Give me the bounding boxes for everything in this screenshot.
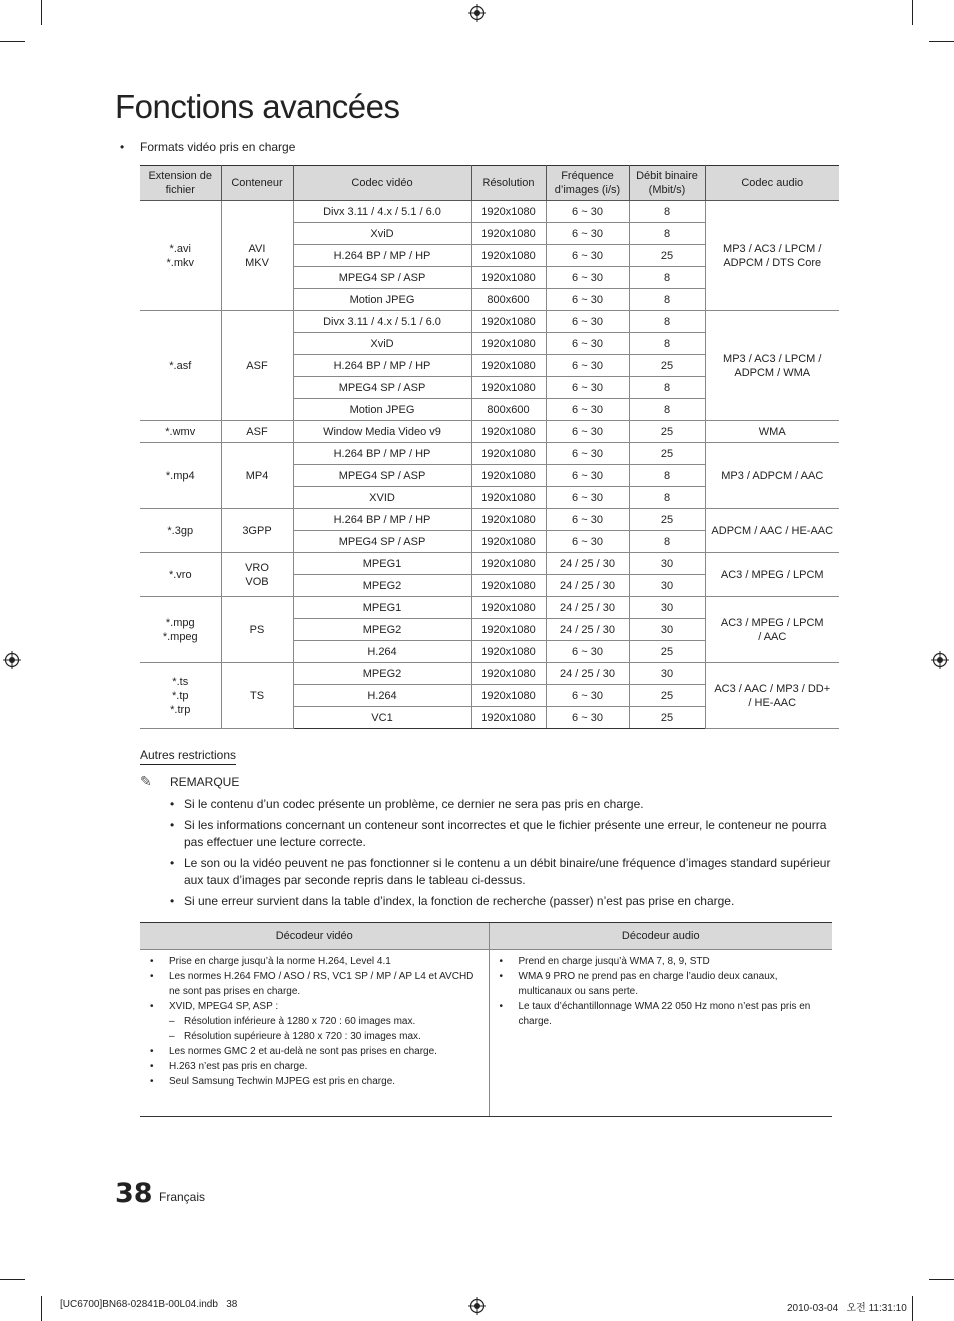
frame-rate-cell: 6 ~ 30 (546, 531, 629, 553)
bitrate-cell: 8 (629, 289, 705, 311)
extension-cell: *.asf (140, 311, 221, 421)
container-cell: VRO VOB (221, 553, 293, 597)
audio-codec-cell: MP3 / AC3 / LPCM / ADPCM / DTS Core (705, 201, 839, 311)
registration-mark-icon (468, 4, 486, 22)
video-codec-cell: MPEG4 SP / ASP (293, 465, 471, 487)
video-codec-cell: H.264 (293, 685, 471, 707)
video-codec-cell: MPEG4 SP / ASP (293, 377, 471, 399)
video-codec-cell: H.264 (293, 641, 471, 663)
page-title: Fonctions avancées (115, 88, 400, 125)
resolution-cell: 1920x1080 (471, 685, 546, 707)
bitrate-cell: 25 (629, 707, 705, 729)
note-heading (140, 773, 239, 790)
bitrate-cell: 8 (629, 487, 705, 509)
extension-cell: *.wmv (140, 421, 221, 443)
audio-codec-cell: ADPCM / AAC / HE-AAC (705, 509, 839, 553)
frame-rate-cell: 6 ~ 30 (546, 355, 629, 377)
resolution-cell: 1920x1080 (471, 245, 546, 267)
formats-heading: • Formats vidéo pris en charge (120, 140, 296, 154)
video-decoder-header: Décodeur vidéo (140, 923, 489, 950)
resolution-cell: 1920x1080 (471, 311, 546, 333)
video-codec-cell: VC1 (293, 707, 471, 729)
resolution-cell: 1920x1080 (471, 421, 546, 443)
audio-codec-cell: MP3 / ADPCM / AAC (705, 443, 839, 509)
audio-codec-cell: MP3 / AC3 / LPCM / ADPCM / WMA (705, 311, 839, 421)
resolution-cell: 800x600 (471, 289, 546, 311)
crop-mark (929, 41, 954, 42)
video-codec-cell: H.264 BP / MP / HP (293, 509, 471, 531)
bitrate-cell: 30 (629, 597, 705, 619)
language-label: Français (159, 1190, 206, 1204)
note-item: • Si les informations concernant un conteneur sont incorrectes et que le fichier présente une erreur, le conteneur ne pourra pas effectuer une lecture correcte. (170, 817, 840, 851)
column-header: Codec audio (705, 166, 839, 201)
frame-rate-cell: 24 / 25 / 30 (546, 553, 629, 575)
bitrate-cell: 8 (629, 201, 705, 223)
frame-rate-cell: 24 / 25 / 30 (546, 575, 629, 597)
resolution-cell: 1920x1080 (471, 707, 546, 729)
notes-list (170, 796, 840, 914)
resolution-cell: 1920x1080 (471, 509, 546, 531)
video-codec-cell: H.264 BP / MP / HP (293, 355, 471, 377)
resolution-cell: 1920x1080 (471, 487, 546, 509)
table-row (140, 663, 839, 685)
frame-rate-cell: 6 ~ 30 (546, 201, 629, 223)
bitrate-cell: 8 (629, 311, 705, 333)
resolution-cell: 1920x1080 (471, 531, 546, 553)
resolution-cell: 1920x1080 (471, 267, 546, 289)
video-codec-cell: XviD (293, 333, 471, 355)
resolution-cell: 800x600 (471, 399, 546, 421)
bitrate-cell: 25 (629, 641, 705, 663)
restrictions-heading: Autres restrictions (140, 748, 236, 765)
audio-decoder-item: • Prend en charge jusqu’à WMA 7, 8, 9, STD (500, 954, 825, 969)
table-row (140, 443, 839, 465)
container-cell: MP4 (221, 443, 293, 509)
note-item: • Si le contenu d’un codec présente un problème, ce dernier ne sera pas pris en charge. (170, 796, 840, 813)
crop-mark (912, 1296, 913, 1321)
resolution-cell: 1920x1080 (471, 663, 546, 685)
bitrate-cell: 25 (629, 355, 705, 377)
page-number: 38 (115, 1178, 153, 1209)
audio-decoder-list (500, 954, 825, 1029)
bitrate-cell: 25 (629, 421, 705, 443)
video-formats-table (140, 165, 839, 729)
registration-mark-icon (931, 651, 949, 669)
bitrate-cell: 30 (629, 663, 705, 685)
crop-mark (929, 1279, 954, 1280)
resolution-cell: 1920x1080 (471, 553, 546, 575)
resolution-cell: 1920x1080 (471, 333, 546, 355)
resolution-cell: 1920x1080 (471, 223, 546, 245)
frame-rate-cell: 6 ~ 30 (546, 465, 629, 487)
extension-cell: *.mp4 (140, 443, 221, 509)
frame-rate-cell: 24 / 25 / 30 (546, 619, 629, 641)
container-cell: 3GPP (221, 509, 293, 553)
note-label: REMARQUE (170, 775, 240, 789)
column-header: Débit binaire (Mbit/s) (629, 166, 705, 201)
video-codec-cell: MPEG2 (293, 575, 471, 597)
table-row (140, 201, 839, 223)
container-cell: TS (221, 663, 293, 729)
resolution-cell: 1920x1080 (471, 597, 546, 619)
video-codec-cell: MPEG2 (293, 619, 471, 641)
frame-rate-cell: 24 / 25 / 30 (546, 663, 629, 685)
frame-rate-cell: 6 ~ 30 (546, 487, 629, 509)
crop-mark (41, 1296, 42, 1321)
audio-codec-cell: AC3 / MPEG / LPCM (705, 553, 839, 597)
video-decoder-item: • Les normes GMC 2 et au-delà ne sont pas prises en charge. (150, 1044, 481, 1059)
bitrate-cell: 25 (629, 245, 705, 267)
container-cell: ASF (221, 421, 293, 443)
video-codec-cell: MPEG4 SP / ASP (293, 531, 471, 553)
video-codec-cell: Divx 3.11 / 4.x / 5.1 / 6.0 (293, 201, 471, 223)
bitrate-cell: 8 (629, 223, 705, 245)
bitrate-cell: 8 (629, 465, 705, 487)
bitrate-cell: 25 (629, 509, 705, 531)
bitrate-cell: 8 (629, 531, 705, 553)
pencil-note-icon: ✎ (140, 773, 152, 789)
video-codec-cell: XviD (293, 223, 471, 245)
audio-decoder-item: • WMA 9 PRO ne prend pas en charge l’audio deux canaux, multicanaux ou sans perte. (500, 969, 825, 999)
container-cell: ASF (221, 311, 293, 421)
audio-decoder-item: • Le taux d’échantillonnage WMA 22 050 Hz mono n’est pas pris en charge. (500, 999, 825, 1029)
file-info: [UC6700]BN68-02841B-00L04.indb 38 (60, 1299, 238, 1310)
bitrate-cell: 8 (629, 333, 705, 355)
bitrate-cell: 8 (629, 399, 705, 421)
frame-rate-cell: 6 ~ 30 (546, 223, 629, 245)
frame-rate-cell: 6 ~ 30 (546, 399, 629, 421)
bitrate-cell: 8 (629, 377, 705, 399)
table-row (140, 597, 839, 619)
video-decoder-list (150, 954, 481, 1089)
video-codec-cell: MPEG2 (293, 663, 471, 685)
resolution-cell: 1920x1080 (471, 465, 546, 487)
video-codec-cell: H.264 BP / MP / HP (293, 443, 471, 465)
audio-codec-cell: WMA (705, 421, 839, 443)
video-decoder-item: • H.263 n’est pas pris en charge. (150, 1059, 481, 1074)
extension-cell: *.3gp (140, 509, 221, 553)
audio-decoder-header: Décodeur audio (489, 923, 832, 950)
frame-rate-cell: 6 ~ 30 (546, 509, 629, 531)
video-codec-cell: H.264 BP / MP / HP (293, 245, 471, 267)
frame-rate-cell: 6 ~ 30 (546, 333, 629, 355)
audio-decoder-cell (489, 950, 832, 1117)
frame-rate-cell: 6 ~ 30 (546, 311, 629, 333)
video-codec-cell: Window Media Video v9 (293, 421, 471, 443)
registration-mark-icon (468, 1297, 486, 1315)
bitrate-cell: 30 (629, 553, 705, 575)
video-codec-cell: XVID (293, 487, 471, 509)
bitrate-cell: 25 (629, 443, 705, 465)
video-codec-cell: MPEG1 (293, 597, 471, 619)
formats-label: Formats vidéo pris en charge (140, 140, 296, 154)
resolution-cell: 1920x1080 (471, 355, 546, 377)
frame-rate-cell: 6 ~ 30 (546, 377, 629, 399)
table-row (140, 509, 839, 531)
bitrate-cell: 25 (629, 685, 705, 707)
table-header-row (140, 166, 839, 201)
bitrate-cell: 30 (629, 619, 705, 641)
frame-rate-cell: 6 ~ 30 (546, 641, 629, 663)
resolution-cell: 1920x1080 (471, 575, 546, 597)
resolution-cell: 1920x1080 (471, 201, 546, 223)
extension-cell: *.vro (140, 553, 221, 597)
print-timestamp: 2010-03-04 오전 11:31:10 (787, 1303, 907, 1314)
crop-mark (912, 0, 913, 25)
frame-rate-cell: 6 ~ 30 (546, 707, 629, 729)
frame-rate-cell: 6 ~ 30 (546, 443, 629, 465)
table-row (140, 421, 839, 443)
crop-mark (41, 0, 42, 25)
column-header: Codec vidéo (293, 166, 471, 201)
frame-rate-cell: 6 ~ 30 (546, 421, 629, 443)
registration-mark-icon (3, 651, 21, 669)
extension-cell: *.avi *.mkv (140, 201, 221, 311)
video-codec-cell: MPEG4 SP / ASP (293, 267, 471, 289)
column-header: Extension de fichier (140, 166, 221, 201)
container-cell: PS (221, 597, 293, 663)
resolution-cell: 1920x1080 (471, 443, 546, 465)
video-decoder-item: • Prise en charge jusqu’à la norme H.264, Level 4.1 (150, 954, 481, 969)
column-header: Fréquence d’images (i/s) (546, 166, 629, 201)
audio-codec-cell: AC3 / AAC / MP3 / DD+ / HE-AAC (705, 663, 839, 729)
note-item: • Le son ou la vidéo peuvent ne pas fonctionner si le contenu a un débit binaire/une fréquence d’images standard supérieur aux taux d’images par seconde repris dans le tableau ci-dessus. (170, 855, 840, 889)
video-decoder-item: • Seul Samsung Techwin MJPEG est pris en charge. (150, 1074, 481, 1089)
extension-cell: *.mpg *.mpeg (140, 597, 221, 663)
frame-rate-cell: 6 ~ 30 (546, 685, 629, 707)
video-decoder-subitem: – Résolution supérieure à 1280 x 720 : 30 images max. (150, 1029, 481, 1044)
video-decoder-subitem: – Résolution inférieure à 1280 x 720 : 60 images max. (150, 1014, 481, 1029)
crop-mark (0, 1279, 25, 1280)
resolution-cell: 1920x1080 (471, 377, 546, 399)
column-header: Conteneur (221, 166, 293, 201)
crop-mark (0, 41, 25, 42)
audio-codec-cell: AC3 / MPEG / LPCM / AAC (705, 597, 839, 663)
resolution-cell: 1920x1080 (471, 619, 546, 641)
note-item: • Si une erreur survient dans la table d’index, la fonction de recherche (passer) n’est pas prise en charge. (170, 893, 840, 910)
table-row (140, 553, 839, 575)
frame-rate-cell: 24 / 25 / 30 (546, 597, 629, 619)
video-codec-cell: Divx 3.11 / 4.x / 5.1 / 6.0 (293, 311, 471, 333)
column-header: Résolution (471, 166, 546, 201)
frame-rate-cell: 6 ~ 30 (546, 289, 629, 311)
video-decoder-item: • Les normes H.264 FMO / ASO / RS, VC1 SP / MP / AP L4 et AVCHD ne sont pas prises en charge. (150, 969, 481, 999)
bitrate-cell: 8 (629, 267, 705, 289)
video-decoder-cell (140, 950, 489, 1117)
decoders-table (140, 922, 832, 1117)
video-decoder-item: • XVID, MPEG4 SP, ASP : (150, 999, 481, 1014)
bitrate-cell: 30 (629, 575, 705, 597)
frame-rate-cell: 6 ~ 30 (546, 245, 629, 267)
video-codec-cell: MPEG1 (293, 553, 471, 575)
table-row (140, 311, 839, 333)
video-codec-cell: Motion JPEG (293, 289, 471, 311)
video-codec-cell: Motion JPEG (293, 399, 471, 421)
extension-cell: *.ts *.tp *.trp (140, 663, 221, 729)
frame-rate-cell: 6 ~ 30 (546, 267, 629, 289)
container-cell: AVI MKV (221, 201, 293, 311)
resolution-cell: 1920x1080 (471, 641, 546, 663)
